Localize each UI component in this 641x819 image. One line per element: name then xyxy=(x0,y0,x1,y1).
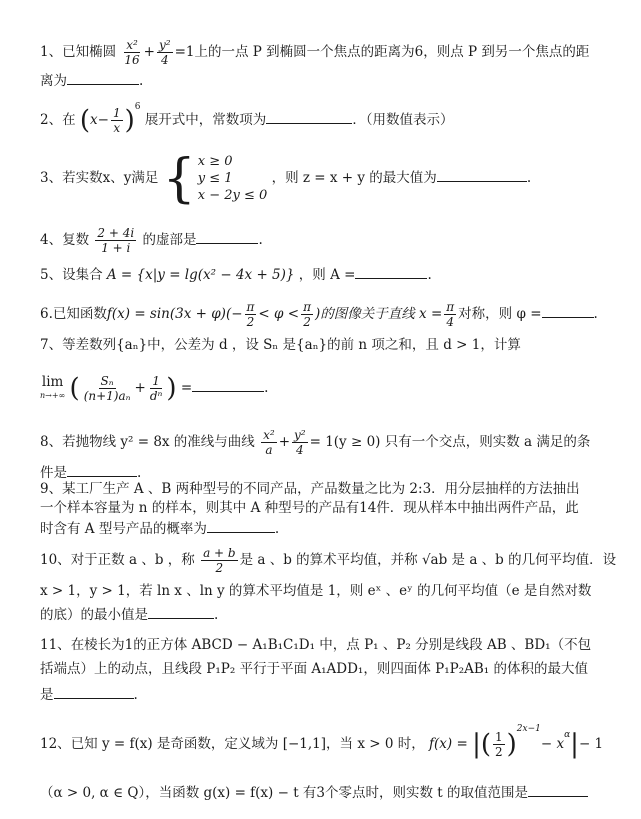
problem-number: 10、 xyxy=(40,552,71,568)
answer-blank[interactable] xyxy=(67,70,139,85)
problem-3-line xyxy=(40,148,623,209)
period: . xyxy=(593,306,598,322)
right-paren: ) xyxy=(506,729,517,760)
problem-6-line xyxy=(40,300,623,329)
fraction-denominator: x xyxy=(113,121,121,135)
problem-text: 已知 y = f(x) 是奇函数，定义域为 [−1,1]，当 x > 0 时， xyxy=(70,736,425,752)
inequality-row: x ≥ 0 xyxy=(197,154,233,169)
problem-text: 在棱长为1的正方体 ABCD − A₁B₁C₁D₁ 中，点 P₁ 、P₂ 分别是线段 AB 、BD₁（不包 xyxy=(70,637,592,653)
problem-text: 的底）的最小值是 xyxy=(40,607,148,623)
fraction xyxy=(292,428,308,457)
problem-11-line-2 xyxy=(40,660,623,678)
fraction-denominator: 4 xyxy=(295,443,304,457)
problem-9-line-3 xyxy=(40,518,623,538)
left-paren: ( xyxy=(79,105,91,136)
period: . xyxy=(526,170,532,186)
problem-number: 2、 xyxy=(40,112,63,128)
problem-number: 1、 xyxy=(40,44,63,60)
problem-text: ，则 z = x + y 的最大值为 xyxy=(271,170,437,186)
problem-text: 已知函数 xyxy=(52,306,107,322)
abs-bar-right: | xyxy=(570,729,579,760)
problem-text: 时含有 A 型号产品的概率为 xyxy=(40,521,207,537)
right-paren: ) xyxy=(166,373,177,404)
problem-number: 9、 xyxy=(40,481,63,497)
problem-text: 是 xyxy=(40,687,54,703)
problem-8-line-2 xyxy=(40,462,623,482)
period: . xyxy=(264,380,269,396)
exponent: α xyxy=(564,729,571,740)
problem-8-line-1 xyxy=(40,428,623,457)
fraction-denominator: (n+1)aₙ xyxy=(83,389,131,403)
fraction xyxy=(301,300,313,329)
fraction-denominator: a xyxy=(265,443,273,457)
fraction xyxy=(157,38,173,67)
answer-blank[interactable] xyxy=(355,264,427,279)
fraction-numerator: a + b xyxy=(203,546,236,560)
period: . xyxy=(427,267,432,283)
fraction xyxy=(148,374,165,403)
problem-text: ，则 A = xyxy=(298,267,356,283)
fraction xyxy=(261,428,277,457)
problem-text: 一个样本容量为 n 的样本，则其中 A 种型号的产品有14件．现从样本中抽出两件产品，此 xyxy=(40,500,579,516)
answer-blank[interactable] xyxy=(528,782,588,797)
problem-1-line-2 xyxy=(40,70,623,90)
problem-text: 已知椭圆 xyxy=(62,44,117,60)
problem-number: 8、 xyxy=(40,434,63,450)
answer-blank[interactable] xyxy=(192,377,264,392)
left-paren: ( xyxy=(480,729,491,760)
inequality-row: x − 2y ≤ 0 xyxy=(197,188,268,203)
problem-4-line xyxy=(40,226,623,255)
problem-text: 括端点）上的动点，且线段 P₁P₂ 平行于平面 A₁ADD₁，则四面体 P₁P₂AB₁ 的体积的最大值 xyxy=(40,661,588,677)
problem-text: 离为 xyxy=(40,73,67,89)
equals-sign: = xyxy=(180,380,193,396)
problem-2-line xyxy=(40,101,623,136)
period: . xyxy=(137,465,142,481)
problem-text: = 1(y ≥ 0) 只有一个交点，则实数 a 满足的条 xyxy=(309,434,591,450)
fraction-numerator: π xyxy=(303,300,311,314)
problem-number: 5、 xyxy=(40,267,63,283)
answer-blank[interactable] xyxy=(542,303,594,318)
inequality-row: y ≤ 1 xyxy=(197,171,233,186)
fraction-denominator: 4 xyxy=(446,315,455,329)
answer-blank[interactable] xyxy=(196,229,258,244)
problem-11-line-3 xyxy=(40,684,623,704)
lim-text: lim xyxy=(41,373,64,390)
fraction-denominator: 1 + i xyxy=(101,241,131,255)
plus-sign: + xyxy=(278,434,290,450)
fraction-numerator: π xyxy=(446,300,455,314)
limit-operator xyxy=(40,375,65,403)
fraction xyxy=(444,300,456,329)
problem-10-line-1 xyxy=(40,546,623,575)
problem-text: 在 xyxy=(62,112,76,128)
problem-text: 展开式中，常数项为 xyxy=(144,112,267,128)
lim-subscript: n→+∞ xyxy=(40,390,66,400)
fraction xyxy=(245,300,257,329)
inequality-system xyxy=(162,148,268,209)
answer-blank[interactable] xyxy=(148,604,214,619)
problem-number: 3、 xyxy=(40,170,63,186)
problem-text: 若抛物线 y² = 8x 的准线与曲线 xyxy=(62,434,255,450)
answer-blank[interactable] xyxy=(54,684,134,699)
problem-text: x > 1，y > 1，若 ln x 、ln y 的算术平均值是 1，则 eˣ 、eʸ 的几何平均值（e 是自然对数 xyxy=(40,583,592,599)
problem-9-line-2 xyxy=(40,499,623,517)
fraction-numerator: π xyxy=(246,300,255,314)
answer-blank[interactable] xyxy=(207,518,275,533)
fraction xyxy=(493,730,505,759)
problem-number: 6. xyxy=(40,306,53,322)
fraction-denominator: 2 xyxy=(246,315,255,329)
fraction-numerator: 1 xyxy=(112,106,121,120)
formula-part: < φ < xyxy=(258,306,300,322)
period: . xyxy=(258,232,263,248)
problem-text: （α > 0, α ∈ Q），当函数 g(x) = f(x) − t 有3个零点时，则实数 t 的取值范围是 xyxy=(40,785,529,801)
formula-part: f(x) = sin(3x + φ)(− xyxy=(106,306,243,322)
problem-text: 件是 xyxy=(40,465,67,481)
problem-text: 是 a 、b 的算术平均值，并称 √ab 是 a 、b 的几何平均值．设 xyxy=(239,552,617,568)
fraction-numerator: y² xyxy=(158,38,171,52)
fraction xyxy=(95,226,136,255)
fraction-denominator: 2 xyxy=(303,315,311,329)
fraction-numerator: Sₙ xyxy=(100,374,114,388)
problem-9-line-1 xyxy=(40,480,623,498)
brace-icon: { xyxy=(162,148,196,209)
fraction-numerator: y² xyxy=(294,428,306,442)
formula-part: − x xyxy=(540,736,565,752)
plus-sign: + xyxy=(134,380,146,396)
problem-text: 设集合 xyxy=(62,267,103,283)
formula-part: f(x) = xyxy=(429,736,468,752)
problem-text: 等差数列{aₙ}中，公差为 d ，设 Sₙ 是{aₙ}的前 n 项之和，且 d > 1，计算 xyxy=(62,337,521,353)
problem-12-line-2 xyxy=(40,782,623,802)
fraction-denominator: 2 xyxy=(215,561,224,575)
variable: x xyxy=(90,112,98,128)
problem-text: 对称，则 φ = xyxy=(458,306,542,322)
problem-text: 复数 xyxy=(62,232,90,248)
problem-number: 12、 xyxy=(40,736,71,752)
fraction-denominator: 2 xyxy=(495,745,503,759)
period: . xyxy=(214,607,219,623)
formula-part: − 1 xyxy=(578,736,604,752)
problem-text: 某工厂生产 A 、B 两种型号的不同产品，产品数量之比为 2:3．用分层抽样的方法抽出 xyxy=(62,481,580,497)
fraction-denominator: 16 xyxy=(124,53,140,67)
answer-blank[interactable] xyxy=(67,462,137,477)
problem-text: 的虚部是 xyxy=(142,232,197,248)
problem-number: 4、 xyxy=(40,232,63,248)
fraction xyxy=(201,546,238,575)
fraction-numerator: x² xyxy=(126,38,138,52)
problem-number: 11、 xyxy=(40,637,71,653)
problem-7-line-2 xyxy=(40,374,623,403)
period: . xyxy=(274,521,280,537)
right-paren: ) xyxy=(124,105,135,136)
problem-10-line-3 xyxy=(40,604,623,624)
fraction-denominator: 4 xyxy=(160,53,169,67)
fraction-denominator: dⁿ xyxy=(149,389,163,403)
answer-blank[interactable] xyxy=(437,167,527,182)
fraction-numerator: 1 xyxy=(152,374,160,388)
fraction-numerator: x² xyxy=(263,428,275,442)
problem-10-line-2 xyxy=(40,582,623,600)
fraction-numerator: 1 xyxy=(495,730,503,744)
fraction xyxy=(82,374,133,403)
fraction xyxy=(122,38,141,67)
set-formula: A = {x|y = lg(x² − 4x + 5)} xyxy=(106,267,295,283)
problem-text: =1上的一点 P 到椭圆一个焦点的距离为6，则点 P 到另一个焦点的距 xyxy=(174,44,590,60)
problem-text: 若实数x、y满足 xyxy=(62,170,159,186)
fraction-numerator: 2 + 4i xyxy=(97,226,135,240)
problem-7-line-1 xyxy=(40,336,623,354)
problem-12-line-1 xyxy=(40,723,623,760)
period: . xyxy=(139,73,144,89)
problem-1-line-1 xyxy=(40,38,623,67)
formula-part: )的图像关于直线 x = xyxy=(314,306,443,322)
period: . xyxy=(133,687,138,703)
problem-text: 对于正数 a 、b ，称 xyxy=(70,552,195,568)
abs-bar-left: | xyxy=(472,729,481,760)
problem-number: 7、 xyxy=(40,337,63,353)
fraction xyxy=(111,106,123,135)
plus-sign: + xyxy=(143,44,155,60)
minus-sign: − xyxy=(97,112,109,128)
problem-text: ．（用数值表示） xyxy=(352,112,454,128)
left-paren: ( xyxy=(69,373,80,404)
problem-5-line xyxy=(40,264,623,284)
problem-11-line-1 xyxy=(40,636,623,654)
exponent: 6 xyxy=(134,101,141,112)
exponent: 2x−1 xyxy=(516,723,541,734)
answer-blank[interactable] xyxy=(266,109,352,124)
